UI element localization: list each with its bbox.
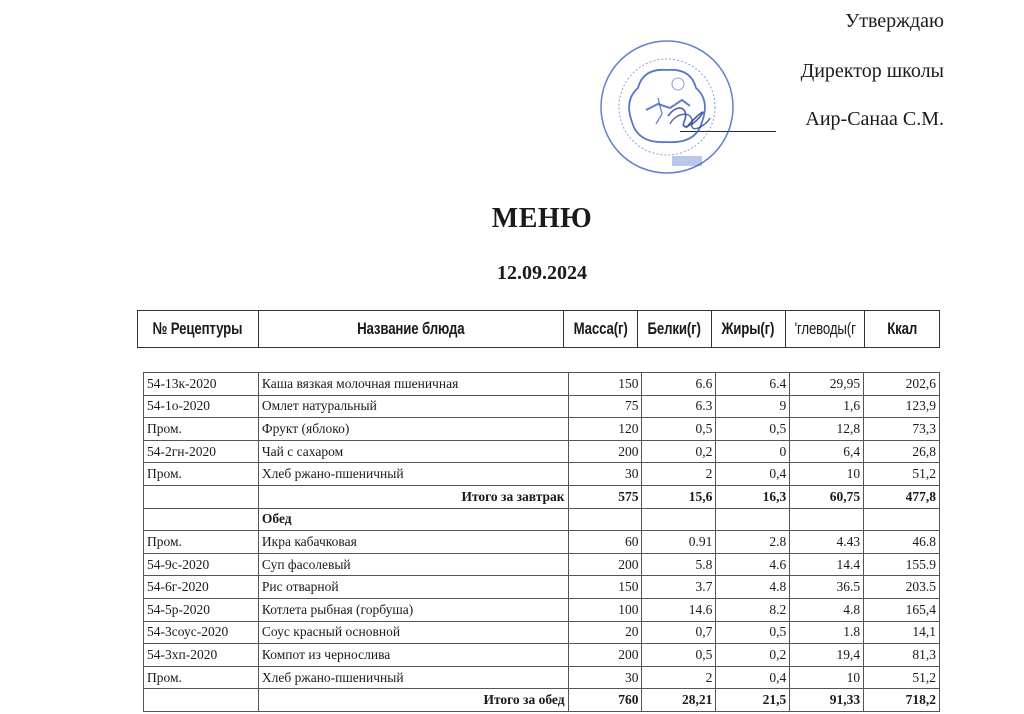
kcal-value: 477,8 <box>864 485 940 508</box>
recipe-code: 54-6г-2020 <box>144 576 259 599</box>
dish-name: Чай с сахаром <box>258 440 568 463</box>
dish-name: Суп фасолевый <box>258 553 568 576</box>
kcal-value: 73,3 <box>864 418 940 441</box>
recipe-code: 54-3хп-2020 <box>144 644 259 667</box>
protein-value: 0,5 <box>642 644 716 667</box>
header-fat: Жиры(г) <box>711 311 785 348</box>
protein-value: 6.6 <box>642 373 716 396</box>
table-row <box>144 440 940 463</box>
section-row <box>144 508 940 531</box>
table-row <box>144 576 940 599</box>
menu-table <box>143 372 940 712</box>
carbs-value: 14.4 <box>790 553 864 576</box>
mass-value: 30 <box>568 666 642 689</box>
dish-name: Соус красный основной <box>258 621 568 644</box>
dish-name: Рис отварной <box>258 576 568 599</box>
mass-value <box>568 508 642 531</box>
column-header-table <box>137 310 940 348</box>
fat-value: 0 <box>716 440 790 463</box>
dish-name: Хлеб ржано-пшеничный <box>258 463 568 486</box>
dish-name: Компот из чернослива <box>258 644 568 667</box>
fat-value: 6.4 <box>716 373 790 396</box>
recipe-code: Пром. <box>144 666 259 689</box>
protein-value: 0,5 <box>642 418 716 441</box>
kcal-value: 26,8 <box>864 440 940 463</box>
table-row <box>144 621 940 644</box>
kcal-value: 202,6 <box>864 373 940 396</box>
recipe-code: 54-13к-2020 <box>144 373 259 396</box>
table-row <box>144 373 940 396</box>
fat-value: 0,4 <box>716 666 790 689</box>
mass-value: 200 <box>568 440 642 463</box>
mass-value: 575 <box>568 485 642 508</box>
protein-value: 15,6 <box>642 485 716 508</box>
menu-date: 12.09.2024 <box>497 262 587 284</box>
kcal-value: 14,1 <box>864 621 940 644</box>
table-row <box>144 395 940 418</box>
fat-value: 4.6 <box>716 553 790 576</box>
kcal-value: 51,2 <box>864 666 940 689</box>
table-row <box>144 666 940 689</box>
protein-value: 3.7 <box>642 576 716 599</box>
kcal-value: 46.8 <box>864 531 940 554</box>
header-kcal: Ккал <box>864 311 939 348</box>
protein-value: 0.91 <box>642 531 716 554</box>
fat-value: 9 <box>716 395 790 418</box>
kcal-value: 81,3 <box>864 644 940 667</box>
fat-value: 4.8 <box>716 576 790 599</box>
carbs-value: 1.8 <box>790 621 864 644</box>
recipe-code: Пром. <box>144 463 259 486</box>
approval-name: Аир-Санаа С.М. <box>805 108 944 130</box>
dish-name: Хлеб ржано-пшеничный <box>258 666 568 689</box>
dish-name: Котлета рыбная (горбуша) <box>258 598 568 621</box>
header-protein: Белки(г) <box>637 311 711 348</box>
mass-value: 150 <box>568 373 642 396</box>
carbs-value: 19,4 <box>790 644 864 667</box>
kcal-value <box>864 508 940 531</box>
mass-value: 30 <box>568 463 642 486</box>
carbs-value: 91,33 <box>790 689 864 712</box>
kcal-value: 51,2 <box>864 463 940 486</box>
table-row <box>144 598 940 621</box>
carbs-value: 10 <box>790 666 864 689</box>
recipe-code: 54-9с-2020 <box>144 553 259 576</box>
carbs-value: 36.5 <box>790 576 864 599</box>
recipe-code: Пром. <box>144 418 259 441</box>
protein-value: 6.3 <box>642 395 716 418</box>
dish-name: Каша вязкая молочная пшеничная <box>258 373 568 396</box>
header-carbs: 'глеводы(г <box>785 311 864 348</box>
header-recipe-number: № Рецептуры <box>138 311 259 348</box>
fat-value: 8.2 <box>716 598 790 621</box>
total-row <box>144 485 940 508</box>
protein-value: 14.6 <box>642 598 716 621</box>
recipe-code: 54-5р-2020 <box>144 598 259 621</box>
approval-position: Директор школы <box>800 60 944 82</box>
header-mass: Масса(г) <box>564 311 638 348</box>
carbs-value: 6,4 <box>790 440 864 463</box>
mass-value: 75 <box>568 395 642 418</box>
protein-value: 2 <box>642 666 716 689</box>
mass-value: 150 <box>568 576 642 599</box>
table-row <box>144 553 940 576</box>
carbs-value <box>790 508 864 531</box>
recipe-code: 54-2гн-2020 <box>144 440 259 463</box>
protein-value: 0,2 <box>642 440 716 463</box>
fat-value: 16,3 <box>716 485 790 508</box>
kcal-value: 155.9 <box>864 553 940 576</box>
carbs-value: 1,6 <box>790 395 864 418</box>
fat-value: 21,5 <box>716 689 790 712</box>
table-row <box>144 644 940 667</box>
carbs-value: 4.43 <box>790 531 864 554</box>
carbs-value: 60,75 <box>790 485 864 508</box>
dish-name: Фрукт (яблоко) <box>258 418 568 441</box>
recipe-code <box>144 689 259 712</box>
protein-value: 28,21 <box>642 689 716 712</box>
fat-value: 0,4 <box>716 463 790 486</box>
carbs-value: 4.8 <box>790 598 864 621</box>
dish-name: Обед <box>258 508 568 531</box>
dish-name: Итого за завтрак <box>258 485 568 508</box>
header-dish-name: Название блюда <box>258 311 563 348</box>
table-row <box>144 463 940 486</box>
protein-value: 0,7 <box>642 621 716 644</box>
protein-value <box>642 508 716 531</box>
fat-value: 2.8 <box>716 531 790 554</box>
official-seal-stamp-icon <box>598 38 736 176</box>
carbs-value: 29,95 <box>790 373 864 396</box>
carbs-value: 10 <box>790 463 864 486</box>
page-title: МЕНЮ <box>491 203 593 234</box>
recipe-code: 54-3соус-2020 <box>144 621 259 644</box>
recipe-code: 54-1о-2020 <box>144 395 259 418</box>
fat-value: 0,5 <box>716 418 790 441</box>
kcal-value: 718,2 <box>864 689 940 712</box>
mass-value: 760 <box>568 689 642 712</box>
table-row <box>144 531 940 554</box>
kcal-value: 165,4 <box>864 598 940 621</box>
recipe-code <box>144 485 259 508</box>
table-row <box>144 418 940 441</box>
mass-value: 20 <box>568 621 642 644</box>
approval-heading: Утверждаю <box>845 10 944 32</box>
kcal-value: 123,9 <box>864 395 940 418</box>
dish-name: Итого за обед <box>258 689 568 712</box>
mass-value: 200 <box>568 644 642 667</box>
mass-value: 200 <box>568 553 642 576</box>
dish-name: Икра кабачковая <box>258 531 568 554</box>
protein-value: 2 <box>642 463 716 486</box>
fat-value: 0,5 <box>716 621 790 644</box>
mass-value: 60 <box>568 531 642 554</box>
mass-value: 100 <box>568 598 642 621</box>
carbs-value: 12,8 <box>790 418 864 441</box>
dish-name: Омлет натуральный <box>258 395 568 418</box>
kcal-value: 203.5 <box>864 576 940 599</box>
fat-value: 0,2 <box>716 644 790 667</box>
total-row <box>144 689 940 712</box>
protein-value: 5.8 <box>642 553 716 576</box>
recipe-code <box>144 508 259 531</box>
mass-value: 120 <box>568 418 642 441</box>
fat-value <box>716 508 790 531</box>
recipe-code: Пром. <box>144 531 259 554</box>
